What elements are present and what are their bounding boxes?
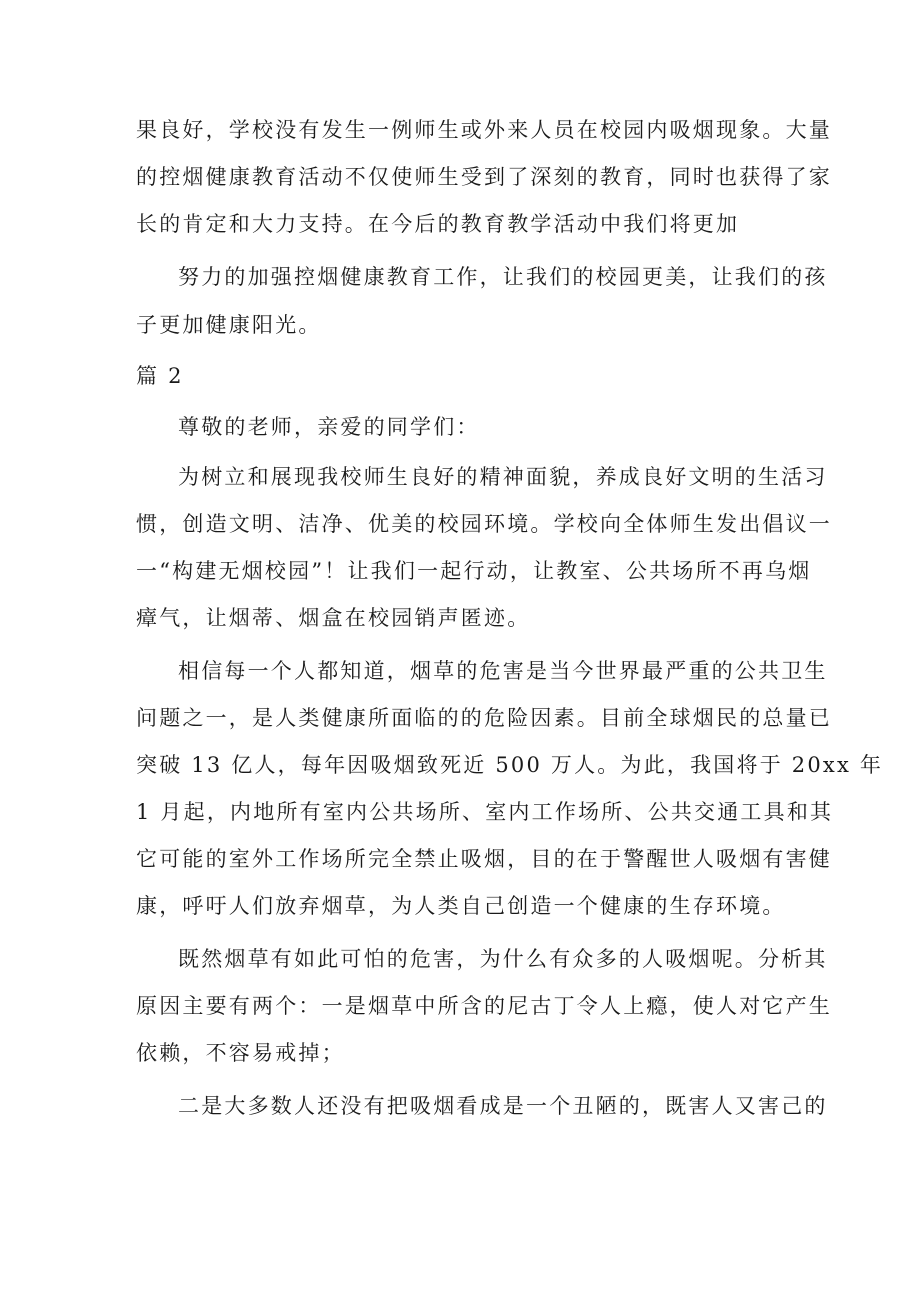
text-line: 惯，创造文明、洁净、优美的校园环境。学校向全体师生发出倡议一 xyxy=(136,512,832,536)
text-line: 突破 13 亿人，每年因吸烟致死近 500 万人。为此，我国将于 20xx 年 xyxy=(136,753,884,777)
text-line: 瘴气，让烟蒂、烟盒在校园销声匿迹。 xyxy=(136,606,531,630)
text-line: 1 月起，内地所有室内公共场所、室内工作场所、公共交通工具和其 xyxy=(136,800,834,824)
text-line: 问题之一，是人类健康所面临的的危险因素。目前全球烟民的总量已 xyxy=(136,706,832,730)
text-line: 子更加健康阳光。 xyxy=(136,313,322,337)
text-line: 康，呼吁人们放弃烟草，为人类自己创造一个健康的生存环境。 xyxy=(136,894,786,918)
text-line: 的控烟健康教育活动不仅使师生受到了深刻的教育，同时也获得了家 xyxy=(136,165,832,189)
text-line: 长的肯定和大力支持。在今后的教育教学活动中我们将更加 xyxy=(136,212,740,236)
salutation: 尊敬的老师，亲爱的同学们： xyxy=(178,415,480,439)
paragraph-first-line: 二是大多数人还没有把吸烟看成是一个丑陋的，既害人又害己的 xyxy=(178,1094,828,1118)
paragraph-first-line: 相信每一个人都知道，烟草的危害是当今世界最严重的公共卫生 xyxy=(178,659,828,683)
text-line: 果良好，学校没有发生一例师生或外来人员在校园内吸烟现象。大量 xyxy=(136,118,832,142)
section-heading: 篇 2 xyxy=(136,364,184,388)
paragraph-first-line: 努力的加强控烟健康教育工作，让我们的校园更美，让我们的孩 xyxy=(178,265,828,289)
text-line: 一“构建无烟校园”！让我们一起行动，让教室、公共场所不再乌烟 xyxy=(136,559,812,583)
paragraph-first-line: 既然烟草有如此可怕的危害，为什么有众多的人吸烟呢。分析其 xyxy=(178,947,828,971)
text-line: 依赖，不容易戒掉； xyxy=(136,1041,345,1065)
text-line: 原因主要有两个：一是烟草中所含的尼古丁令人上瘾，使人对它产生 xyxy=(136,994,832,1018)
paragraph-first-line: 为树立和展现我校师生良好的精神面貌，养成良好文明的生活习 xyxy=(178,465,828,489)
text-line: 它可能的室外工作场所完全禁止吸烟，目的在于警醒世人吸烟有害健 xyxy=(136,847,832,871)
